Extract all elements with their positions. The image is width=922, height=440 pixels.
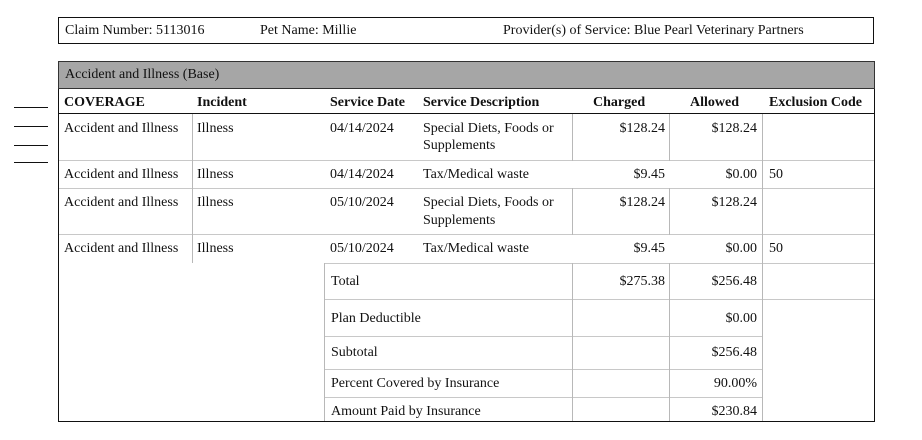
cell-exclusion-code: 50 [769,241,783,256]
cell-service-date: 04/14/2024 [330,167,394,182]
total-charged: $275.38 [619,274,665,289]
row-divider [324,263,874,264]
cell-incident: Illness [197,121,234,136]
cell-description: Tax/Medical waste [423,241,529,256]
col-divider [762,114,763,421]
row-divider [59,188,874,189]
col-header-incident: Incident [197,95,247,110]
row-divider [324,369,762,370]
row-divider [324,336,762,337]
amount-paid-label: Amount Paid by Insurance [331,404,481,419]
col-divider [324,263,325,421]
cell-description: Special Diets, Foods or [423,195,554,210]
cell-service-date: 04/14/2024 [330,121,394,136]
col-header-service-date: Service Date [330,95,406,110]
cell-charged: $128.24 [619,195,665,210]
row-divider [59,160,874,161]
subtotal-value: $256.48 [711,345,757,360]
subtotal-label: Subtotal [331,345,378,360]
cell-coverage: Accident and Illness [64,121,179,136]
amount-paid-value: $230.84 [711,404,757,419]
row-divider [324,397,762,398]
header-divider [59,113,874,114]
cell-description: Tax/Medical waste [423,167,529,182]
cell-service-date: 05/10/2024 [330,241,394,256]
margin-mark [14,126,48,127]
col-divider [192,114,193,263]
total-allowed: $256.48 [711,274,757,289]
cell-coverage: Accident and Illness [64,195,179,210]
col-header-charged: Charged [593,95,646,110]
cell-service-date: 05/10/2024 [330,195,394,210]
cell-charged: $128.24 [619,121,665,136]
cell-coverage: Accident and Illness [64,167,179,182]
deductible-value: $0.00 [725,311,757,326]
cell-charged: $9.45 [633,241,665,256]
col-header-service-description: Service Description [423,95,540,110]
cell-description-cont: Supplements [423,213,496,228]
margin-mark [14,162,48,163]
cell-description-cont: Supplements [423,138,496,153]
cell-exclusion-code: 50 [769,167,783,182]
cell-incident: Illness [197,167,234,182]
margin-mark [14,145,48,146]
section-title: Accident and Illness (Base) [65,67,220,82]
section-title-bar [58,61,875,89]
service-providers: Provider(s) of Service: Blue Pearl Veterinary Partners [503,23,804,38]
cell-incident: Illness [197,241,234,256]
col-header-allowed: Allowed [690,95,739,110]
total-label: Total [331,274,360,289]
cell-coverage: Accident and Illness [64,241,179,256]
col-header-exclusion-code: Exclusion Code [769,95,862,110]
claim-header [58,17,874,44]
cell-allowed: $0.00 [725,241,757,256]
pet-name: Pet Name: Millie [260,23,357,38]
percent-covered-value: 90.00% [713,376,757,391]
cell-allowed: $128.24 [711,121,757,136]
cell-allowed: $128.24 [711,195,757,210]
claim-number: Claim Number: 5113016 [65,23,205,38]
cell-description: Special Diets, Foods or [423,121,554,136]
col-header-coverage: COVERAGE [64,95,145,110]
row-divider [59,234,874,235]
deductible-label: Plan Deductible [331,311,421,326]
margin-mark [14,107,48,108]
cell-allowed: $0.00 [725,167,757,182]
row-divider [324,299,874,300]
cell-charged: $9.45 [633,167,665,182]
percent-covered-label: Percent Covered by Insurance [331,376,500,391]
cell-incident: Illness [197,195,234,210]
